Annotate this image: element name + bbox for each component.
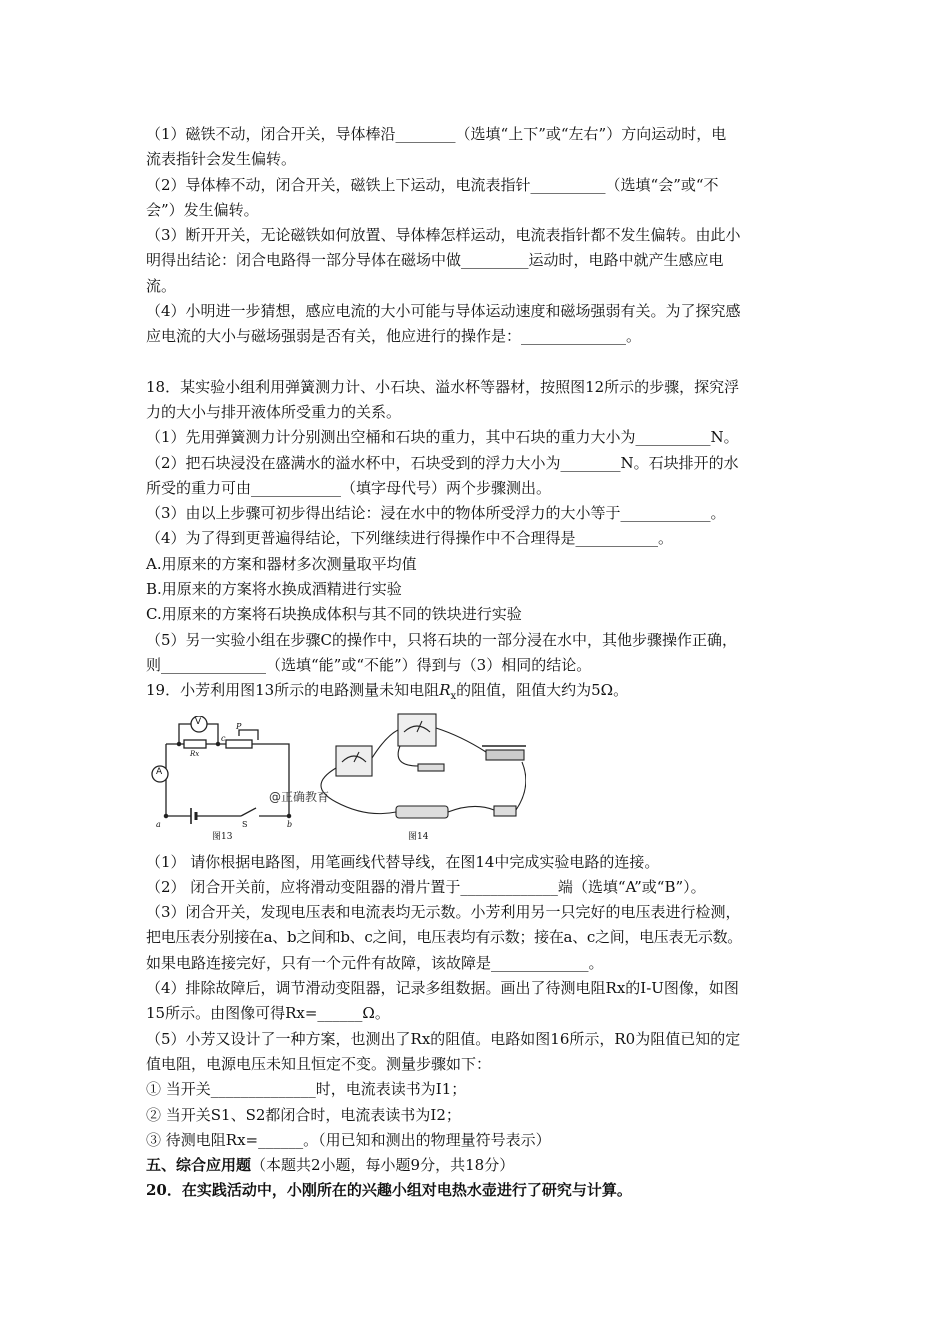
rx-subscript: x [450,691,457,703]
paragraph-gap [146,350,826,375]
q18-option-c: C.用原来的方案将石块换成体积与其不同的铁块进行实验 [146,605,522,624]
section-5-heading [146,1153,826,1178]
q18-line-5: 所受的重力可由____________（填字母代号）两个步骤测出。 [146,478,552,497]
q18-line-3: （1）先用弹簧测力计分别测出空桶和石块的重力，其中石块的重力大小为__________N。 [146,428,739,447]
q19-line-3: （2） 闭合开关前，应将滑动变阻器的滑片置于_____________端（选填“A”或“B”）。 [146,877,706,896]
q18-option-a: A.用原来的方案和器材多次测量取平均值 [146,554,417,573]
q19-line-4: （3）闭合开关，发现电压表和电流表均无示数。小芳利用另一只完好的电压表进行检测， [146,903,741,922]
p-label: P [236,721,242,731]
q19-intro-tail: 的阻值，阻值大约为5Ω。 [456,681,629,700]
watermark: @正确教育 [269,789,330,804]
s-label: S [242,819,248,829]
q18-line-12: 则______________（选填“能”或“不能”）得到与（3）相同的结论。 [146,655,592,674]
q17-line-5: （3）断开开关，无论磁铁如何放置、导体棒怎样运动，电流表指针都不发生偏转。由此小 [146,226,741,245]
c-label: c [221,733,226,743]
q18-option-b: B.用原来的方案将水换成酒精进行实验 [146,580,402,599]
q18-line-7: （4）为了得到更普遍得结论，下列继续进行得操作中不合理得是___________。 [146,529,674,548]
q19-line-10: 值电阻，电源电压未知且恒定不变。测量步骤如下： [146,1054,492,1073]
q17-line-7: 流。 [146,276,177,295]
q17-line-3: （2）导体棒不动，闭合开关，磁铁上下运动，电流表指针__________（选填“会”或“不 [146,175,719,194]
rx-label: Rx [190,749,200,758]
circuit-figures [146,716,826,846]
ammeter-label: A [156,766,163,777]
voltmeter-label: V [195,716,202,727]
q17-line-8: （4）小明进一步猜想，感应电流的大小可能与导体运动速度和磁场强弱有关。为了探究感 [146,302,741,321]
q18-line-6: （3）由以上步骤可初步得出结论：浸在水中的物体所受浮力的大小等于____________。 [146,504,726,523]
q17-line-6: 明得出结论：闭合电路得一部分导体在磁场中做_________运动时，电路中就产生感应电 [146,251,724,270]
q18-line-1: 18．某实验小组利用弹簧测力计、小石块、溢水杯等器材，按照图12所示的步骤，探究浮 [146,377,740,396]
q17-line-4: 会”）发生偏转。 [146,200,259,219]
figure-14-caption: 图14 [408,831,429,842]
q19-line-2: （1） 请你根据电路图，用笔画线代替导线，在图14中完成实验电路的连接。 [146,852,660,871]
q19-step-2: ② 当开关S1、S2都闭合时，电流表读书为I2； [146,1105,461,1124]
q19-step-3: ③ 待测电阻Rx=______。（用已知和测出的物理量符号表示） [146,1130,551,1149]
exam-page [146,122,826,1204]
q19-line-7: （4）排除故障后，调节滑动变阻器，记录多组数据。画出了待测电阻Rx的I-U图像，如图 [146,979,739,998]
q19-intro-text: 19．小芳利用图13所示的电路测量未知电阻 [146,681,440,700]
q18-line-4: （2）把石块浸没在盛满水的溢水杯中，石块受到的浮力大小为________N。石块排开的水 [146,453,739,472]
q19-line-9: （5）小芳又设计了一种方案，也测出了Rx的阻值。电路如图16所示，R0为阻值已知的定 [146,1029,741,1048]
q20-line-1: 20．在实践活动中，小刚所在的兴趣小组对电热水壶进行了研究与计算。 [146,1181,632,1200]
figure-14-apparatus [296,706,526,830]
q18-line-2: 力的大小与排开液体所受重力的关系。 [146,402,402,421]
b-label: b [287,819,293,829]
q19-line-5: 把电压表分别接在a、b之间和b、c之间，电压表均有示数；接在a、c之间，电压表无示数。 [146,928,742,947]
q19-line-8: 15所示。由图像可得Rx=______Ω。 [146,1004,390,1023]
q17-line-2: 流表指针会发生偏转。 [146,150,297,169]
q19-line-6: 如果电路连接完好，只有一个元件有故障，该故障是_____________。 [146,953,604,972]
rx-symbol: R [439,681,451,700]
q17-line-9: 应电流的大小与磁场强弱是否有关，他应进行的操作是：______________。 [146,327,642,346]
q18-line-11: （5）另一实验小组在步骤C的操作中，只将石块的一部分浸在水中，其他步骤操作正确， [146,630,738,649]
figure-13-caption: 图13 [212,831,233,842]
section-5-title: 五、综合应用题 [146,1156,252,1175]
a-label: a [156,819,161,829]
q17-line-1: （1）磁铁不动，闭合开关，导体棒沿________（选填“上下”或“左右”）方向运动时，电 [146,125,727,143]
section-5-note: （本题共2小题，每小题9分，共18分） [251,1156,515,1175]
q19-step-1: ① 当开关______________时，电流表读书为I1； [146,1080,467,1099]
